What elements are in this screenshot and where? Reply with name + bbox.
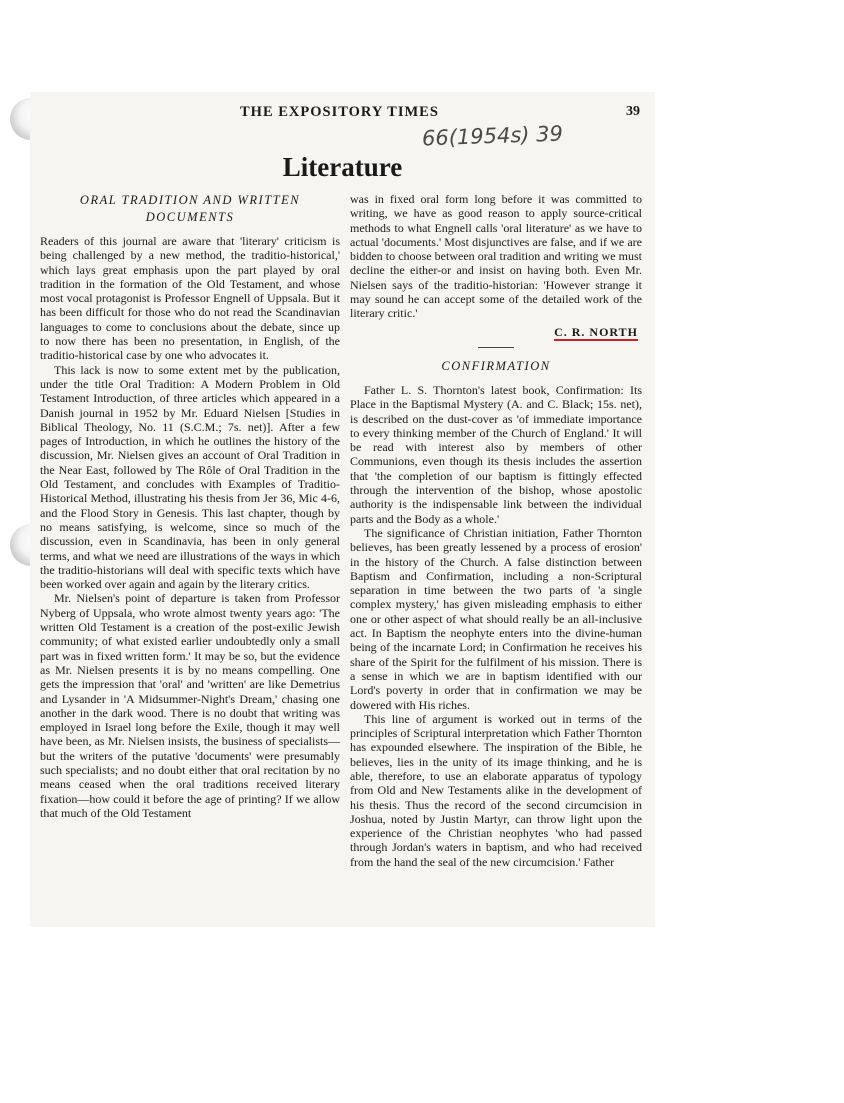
article-paragraph-2: This lack is now to some extent met by the publication, under the title Oral Tradition: A Modern Problem in Old Testament Introduction, of three articles which appeared in a Danish journal in 1952 by Mr. Eduard Nielsen [Studies in Biblical Theology, No. 11 (S.C.M.; 7s. net)]. After a few pages of Introduction, in which he outlines the history of the discussion, Mr. Nielsen gives an account of Oral Tradition in the Near East, followed by The Rôle of Oral Tradition in the Old Testament, and concludes with Examples of Traditio-Historical Method, illustrating his thesis from Jer 36, Mic 4-6, and the Flood Story in Genesis. This last chapter, though by no means satisfying, is welcome, since so much of the discussion, even in Scandinavia, has been in only general terms, and what we need are illustrations of the ways in which the traditio-historians will deal with specific texts which have been worked over again and again by the literary critics. [40,362,340,592]
section-divider [478,347,514,348]
article-paragraph-3: Mr. Nielsen's point of departure is taken from Professor Nyberg of Uppsala, who wrote almost twenty years ago: 'The written Old Testament is a creation of the post-exilic Jewish community; of what existed earlier undoubtedly only a small part was in fixed written form.' It may be so, but the evidence as Mr. Nielsen presents it is by no means compelling. One gets the impression that 'oral' and 'written' are like Demetrius and Lysander in 'A Midsummer-Night's Dream,' chasing one another in the dark wood. There is no doubt that writing was employed in Israel long before the Exile, though it may well have been, as Mr. Nielsen insists, the business of specialists—but the writers of the putative 'documents' were presumably such specialists; and no doubt either that oral recitation by no means ceased when the oral traditions received literary fixation—how could it before the age of printing? If we allow that much of the Old Testament [40,591,340,820]
section-title: Literature [282,152,403,182]
right-column [350,192,642,869]
article-title [40,192,340,226]
running-head: THE EXPOSITORY TIMES [240,104,439,120]
article-paragraph-1: Readers of this journal are aware that 'literary' criticism is being challenged by a new method, the traditio-historical,' which lays great emphasis upon the part played by oral tradition in the formation of the Old Testament, and whose most vocal protagonist is Professor Engnell of Uppsala. But it has been difficult for those who do not read the Scandinavian languages to come to conclusions about the debate, since up to now there has been no presentation, in English, of the traditio-historical case by one who advocates it. [40,234,340,363]
handwritten-citation: 66(1954s) 39 [421,121,564,151]
article-title-line-1: ORAL TRADITION AND WRITTEN [79,193,301,207]
author-signature: C. R. NORTH [554,325,638,341]
left-column [40,192,340,820]
article-continuation: was in fixed oral form long before it was committed to writing, we have as good reason to apply source-critical methods to what Engnell calls 'oral literature' as we have to actual 'documents.' Most disjunctives are false, and if we are bidden to choose between oral tradition and writing we must decline the either-or and insist on having both. Even Mr. Nielsen says of the traditio-historian: 'However strange it may sound he can accept some of the detailed work of the literary critic.' [350,192,642,321]
article-title-line-2: DOCUMENTS [145,210,235,224]
journal-page [30,92,655,927]
confirmation-title: CONFIRMATION [441,358,551,373]
confirmation-paragraph-1: Father L. S. Thornton's latest book, Confirmation: Its Place in the Baptismal Mystery (A. and C. Black; 15s. net), is described on the dust-cover as 'of immediate importance to every thinking member of the Church of England.' It will be read with interest also by members of other Communions, even though its thesis includes the assertion that 'the completion of our baptism is fittingly effected through the intervention of the bishop, whose apostolic authority is the indispensable link between the individual parts and the Body as a whole.' [350,382,642,526]
confirmation-paragraph-3: This line of argument is worked out in terms of the principles of Scriptural interpretation which Father Thornton has expounded elsewhere. The inspiration of the Bible, he believes, lies in the unity of its image thinking, and he is able, therefore, to use an elaborate apparatus of typology from Old and New Testaments alike in the development of his thesis. Thus the record of the second circumcision in Joshua, noted by Justin Martyr, can throw light upon the experience of the Christian neophytes 'who had passed through Jordan's waters in baptism, and who had received from the hand the seal of the new circumcision.' Father [350,711,642,869]
confirmation-paragraph-2: The significance of Christian initiation, Father Thornton believes, has been greatly lessened by a process of erosion' in the history of the Church. A false distinction between Baptism and Confirmation, including a non-Scriptural separation in time between the two parts of 'a single complex mystery,' has given misleading emphasis to either one or other aspect of what should really be an all-inclusive act. In Baptism the neophyte enters into the divine-human being of the incarnate Lord; in Confirmation he receives his share of the Spirit for the fulfilment of his mission. There is a sense in which we are in baptism identified with our Lord's poverty in order that in confirmation we may be dowered with His riches. [350,525,642,712]
page-number: 39 [626,104,640,119]
